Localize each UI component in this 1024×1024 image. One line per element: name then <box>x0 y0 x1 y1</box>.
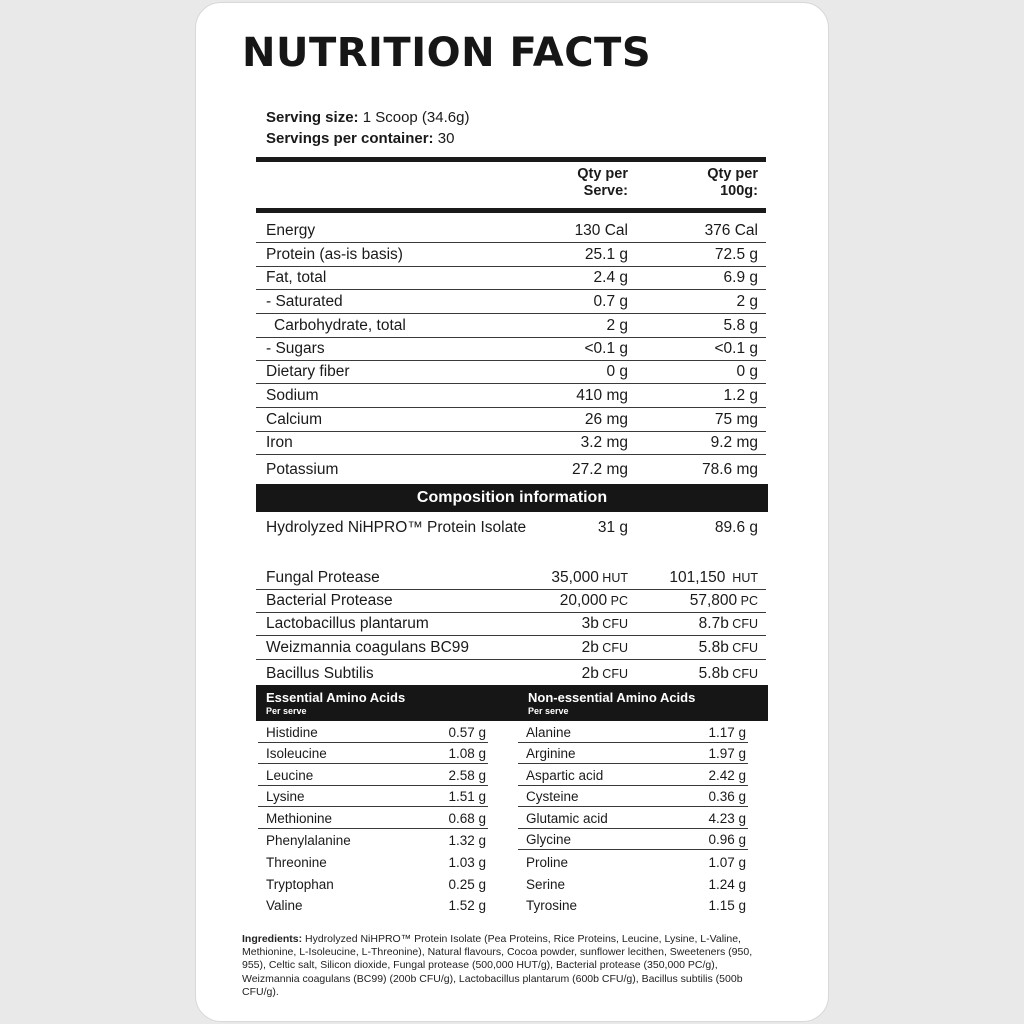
nutrient-row-saturated <box>256 290 766 314</box>
nutrient-label: Potassium <box>266 461 339 478</box>
nutrient-per-100g: 1.2 g <box>723 387 758 404</box>
composition-row-weizmannia <box>256 636 766 660</box>
amino-label: Methionine <box>266 811 333 826</box>
nutrient-per-serve: 26 mg <box>584 411 628 428</box>
composition-per-serve-amount: 35,000 <box>551 569 599 586</box>
nutrient-per-100g: 78.6 mg <box>701 461 758 478</box>
composition-per-serve <box>551 569 628 587</box>
nutrient-per-100g: 2 g <box>736 293 758 310</box>
amino-row <box>258 872 488 894</box>
composition-per-100g <box>699 665 758 683</box>
nutrient-row-protein <box>256 243 766 267</box>
amino-value: 1.32 g <box>448 833 486 848</box>
amino-label: Phenylalanine <box>266 833 351 848</box>
amino-value: 2.42 g <box>708 768 746 783</box>
nutrient-row-sugars <box>256 338 766 361</box>
serving-size-label: Serving size: <box>266 109 359 126</box>
nonessential-amino-subheading: Per serve <box>528 706 569 716</box>
nonessential-amino-heading: Non-essential Amino Acids <box>528 690 696 705</box>
composition-per-serve <box>582 639 628 657</box>
amino-label: Glutamic acid <box>526 811 608 826</box>
composition-per-serve-unit: CFU <box>598 667 628 681</box>
composition-per-100g: 89.6 g <box>714 519 758 536</box>
amino-label: Glycine <box>526 832 572 847</box>
amino-value: 0.36 g <box>708 789 746 804</box>
composition-per-100g <box>690 592 758 610</box>
serving-size-value: 1 Scoop (34.6g) <box>358 109 470 126</box>
amino-row <box>518 743 748 764</box>
servings-per-container-value: 30 <box>433 130 455 147</box>
nutrient-per-serve: 2 g <box>606 317 628 334</box>
amino-label: Arginine <box>526 746 576 761</box>
amino-value: 0.25 g <box>448 877 486 892</box>
composition-label: Bacillus Subtilis <box>266 665 374 682</box>
composition-per-100g <box>699 615 758 633</box>
nutrient-per-100g: 75 mg <box>714 411 758 428</box>
composition-per-serve <box>582 665 628 683</box>
amino-label: Valine <box>266 898 303 913</box>
nutrient-label: Calcium <box>266 411 322 428</box>
servings-per-container-label: Servings per container: <box>266 130 434 147</box>
amino-value: 4.23 g <box>708 811 746 826</box>
nutrient-per-serve: 2.4 g <box>593 269 628 286</box>
nutrient-row-iron <box>256 432 766 455</box>
amino-value: 1.51 g <box>448 789 486 804</box>
composition-per-serve-amount: 2b <box>581 665 599 682</box>
composition-row-bacillus <box>256 660 766 685</box>
amino-label: Proline <box>526 855 569 870</box>
nutrient-label: Dietary fiber <box>266 363 350 380</box>
amino-value: 1.17 g <box>708 725 746 740</box>
amino-value: 1.07 g <box>708 855 746 870</box>
composition-per-serve <box>582 615 628 633</box>
nutrient-per-100g: 376 Cal <box>704 222 758 239</box>
nutrient-per-serve: 25.1 g <box>584 246 628 263</box>
amino-label: Histidine <box>266 725 318 740</box>
amino-row <box>518 894 748 915</box>
nutrient-label: Fat, total <box>266 269 327 286</box>
amino-row <box>518 829 748 850</box>
amino-row <box>258 743 488 764</box>
column-header-per-serve <box>577 166 628 200</box>
nutrient-per-serve: 410 mg <box>576 387 628 404</box>
composition-per-100g <box>699 639 758 657</box>
composition-per-100g-unit: CFU <box>728 641 758 655</box>
nutrient-row-energy <box>256 217 766 243</box>
essential-amino-subheading: Per serve <box>266 706 307 716</box>
essential-amino-heading: Essential Amino Acids <box>266 690 406 705</box>
amino-value: 0.96 g <box>708 832 746 847</box>
nutrient-per-serve: 27.2 mg <box>571 461 628 478</box>
composition-heading: Composition information <box>256 484 768 512</box>
amino-label: Tyrosine <box>526 898 578 913</box>
amino-value: 1.52 g <box>448 898 486 913</box>
nutrient-per-serve: 3.2 mg <box>580 434 628 451</box>
amino-value: 1.97 g <box>708 746 746 761</box>
amino-row <box>258 829 488 850</box>
nutrient-row-carbohydrate <box>256 314 766 338</box>
composition-per-100g-amount: 57,800 <box>689 592 738 609</box>
amino-row <box>518 764 748 786</box>
amino-acids-heading <box>256 685 768 721</box>
amino-row <box>258 722 488 743</box>
composition-row-bacterial-protease <box>256 590 766 613</box>
composition-per-100g-amount: 8.7b <box>698 615 729 632</box>
nutrient-label: Carbohydrate, total <box>274 317 406 334</box>
amino-label: Tryptophan <box>266 877 334 892</box>
amino-label: Serine <box>526 877 566 892</box>
amino-value: 0.68 g <box>448 811 486 826</box>
nutrient-per-100g: 5.8 g <box>723 317 758 334</box>
composition-label: Hydrolyzed NiHPRO™ Protein Isolate <box>266 519 527 536</box>
nutrient-per-100g: 9.2 mg <box>710 434 758 451</box>
composition-label: Bacterial Protease <box>266 592 393 609</box>
composition-per-100g-amount: 101,150 <box>669 569 726 586</box>
amino-value: 1.08 g <box>448 746 486 761</box>
nutrient-label: Protein (as-is basis) <box>266 246 403 263</box>
composition-per-100g-unit: CFU <box>728 667 758 681</box>
composition-per-serve-amount: 2b <box>581 639 599 656</box>
composition-label: Weizmannia coagulans BC99 <box>266 639 470 656</box>
nutrient-label: Sodium <box>266 387 319 404</box>
amino-value: 2.58 g <box>448 768 486 783</box>
nutrient-row-dietary-fiber <box>256 361 766 384</box>
amino-row <box>518 786 748 807</box>
composition-per-serve-unit: HUT <box>598 571 628 585</box>
ingredients-text <box>242 933 772 999</box>
composition-per-100g <box>669 569 758 587</box>
composition-per-serve: 31 g <box>597 519 628 536</box>
nutrient-per-serve: 130 Cal <box>574 222 628 239</box>
nutrient-label: - Saturated <box>266 293 343 310</box>
amino-label: Leucine <box>266 768 314 783</box>
column-header-per-100g <box>707 166 758 200</box>
ingredients-list: Hydrolyzed NiHPRO™ Protein Isolate (Pea Proteins, Rice Proteins, Leucine, Lysine, L-Valine, Methionine, L-Isoleucine, L-Threonine), Natural flavours, Cocoa powder, sunflower lecithen, Sweeteners (950, 955), Celtic salt, Silicon dioxide, Fungal protease (500,000 HUT/g), Bacterial protease (350,000 PC/g), Weizmannia coagulans (BC99) (200b CFU/g), Lactobacillus plantarum (600b CFU/g), Bacillus subtilis (500b CFU/g). <box>242 933 753 998</box>
amino-value: 1.24 g <box>708 877 746 892</box>
nutrient-per-100g: 72.5 g <box>714 246 758 263</box>
amino-row <box>258 850 488 872</box>
composition-per-100g-amount: 5.8b <box>698 639 729 656</box>
divider-header <box>256 208 766 213</box>
amino-row <box>518 722 748 743</box>
nutrient-label: Iron <box>266 434 293 451</box>
column-header-per-100g-line1: Qty per <box>707 166 758 182</box>
composition-row-fungal-protease <box>256 567 766 590</box>
composition-per-100g-unit: CFU <box>728 617 758 631</box>
amino-value: 0.57 g <box>448 725 486 740</box>
column-header-per-serve-line1: Qty per <box>577 166 628 182</box>
amino-label: Lysine <box>266 789 305 804</box>
divider-top <box>256 157 766 162</box>
composition-row-lactobacillus <box>256 613 766 636</box>
composition-per-serve-amount: 20,000 <box>559 592 608 609</box>
nutrient-per-100g: <0.1 g <box>714 340 758 357</box>
composition-per-serve-unit: CFU <box>598 641 628 655</box>
composition-per-serve-amount: 3b <box>581 615 599 632</box>
ingredients-label: Ingredients: <box>242 933 303 945</box>
nutrient-row-calcium <box>256 408 766 432</box>
nutrient-label: - Sugars <box>266 340 325 357</box>
amino-value: 1.03 g <box>448 855 486 870</box>
amino-label: Threonine <box>266 855 327 870</box>
composition-per-100g-amount: 5.8b <box>698 665 729 682</box>
composition-label: Fungal Protease <box>266 569 380 586</box>
composition-per-100g-unit: PC <box>737 594 758 608</box>
amino-row <box>518 807 748 829</box>
composition-label: Lactobacillus plantarum <box>266 615 429 632</box>
nutrient-per-100g: 0 g <box>736 363 758 380</box>
nutrient-per-serve: <0.1 g <box>584 340 628 357</box>
nutrient-per-serve: 0.7 g <box>593 293 628 310</box>
nutrient-row-sodium <box>256 384 766 408</box>
servings-per-container <box>266 130 454 148</box>
column-header-per-100g-line2: 100g: <box>720 183 758 199</box>
amino-row <box>258 764 488 786</box>
column-header-per-serve-line2: Serve: <box>583 183 628 199</box>
composition-row-protein-isolate <box>256 515 766 539</box>
amino-label: Aspartic acid <box>526 768 604 783</box>
serving-size <box>266 109 469 127</box>
amino-row <box>518 872 748 894</box>
composition-per-serve-unit: CFU <box>598 617 628 631</box>
amino-label: Alanine <box>526 725 572 740</box>
amino-row <box>258 807 488 829</box>
amino-label: Cysteine <box>526 789 579 804</box>
nutrient-per-serve: 0 g <box>606 363 628 380</box>
amino-row <box>258 894 488 915</box>
page-title: NUTRITION FACTS <box>242 30 652 76</box>
nutrient-row-fat-total <box>256 267 766 290</box>
nutrition-label-card <box>195 2 829 1022</box>
nutrient-per-100g: 6.9 g <box>723 269 758 286</box>
amino-row <box>258 786 488 807</box>
composition-per-100g-unit: HUT <box>725 571 758 585</box>
nutrient-label: Energy <box>266 222 316 239</box>
nutrient-row-potassium <box>256 455 766 481</box>
amino-row <box>518 850 748 872</box>
composition-per-serve <box>560 592 628 610</box>
composition-per-serve-unit: PC <box>607 594 628 608</box>
amino-value: 1.15 g <box>708 898 746 913</box>
amino-label: Isoleucine <box>266 746 327 761</box>
